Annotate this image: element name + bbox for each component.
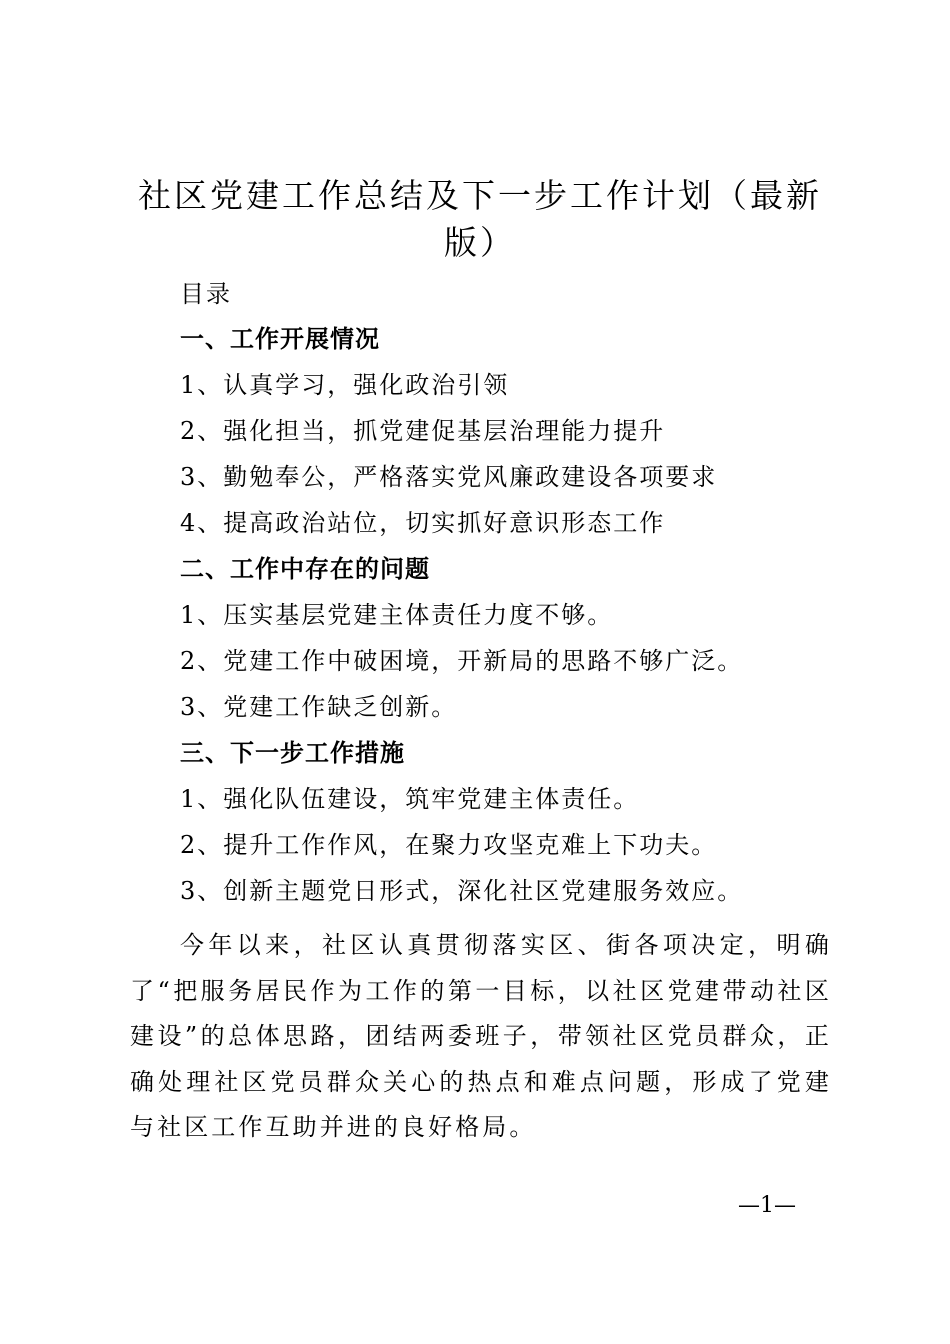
toc-item: 4、提高政治站位，切实抓好意识形态工作 <box>180 509 666 537</box>
section-heading-2: 二、工作中存在的问题 <box>180 555 430 583</box>
toc-item: 2、提升工作作风，在聚力攻坚克难上下功夫。 <box>180 831 718 859</box>
toc-item: 3、创新主题党日形式，深化社区党建服务效应。 <box>180 877 744 905</box>
toc-item: 1、压实基层党建主体责任力度不够。 <box>180 601 614 629</box>
section-heading-1: 一、工作开展情况 <box>180 325 380 353</box>
toc-item: 1、强化队伍建设，筑牢党建主体责任。 <box>180 785 640 813</box>
body-paragraph: 今年以来，社区认真贯彻落实区、街各项决定，明确了“把服务居民作为工作的第一目标，以社区党建带动社区建设”的总体思路，团结两委班子，带领社区党员群众，正确处理社区党员群众关心的热点和难点问题，形成了党建与社区工作互助并进的良好格局。 <box>130 931 832 1141</box>
toc-item: 1、认真学习，强化政治引领 <box>180 371 510 399</box>
toc-item: 2、党建工作中破困境，开新局的思路不够广泛。 <box>180 647 744 675</box>
toc-item: 3、党建工作缺乏创新。 <box>180 693 458 721</box>
section-heading-3: 三、下一步工作措施 <box>180 739 405 767</box>
toc-item: 3、勤勉奉公，严格落实党风廉政建设各项要求 <box>180 463 718 491</box>
toc-label: 目录 <box>180 280 232 308</box>
toc-item: 2、强化担当，抓党建促基层治理能力提升 <box>180 417 666 445</box>
document-title: 社区党建工作总结及下一步工作计划（最新版） <box>138 176 822 262</box>
page-number: —1— <box>738 1193 796 1218</box>
